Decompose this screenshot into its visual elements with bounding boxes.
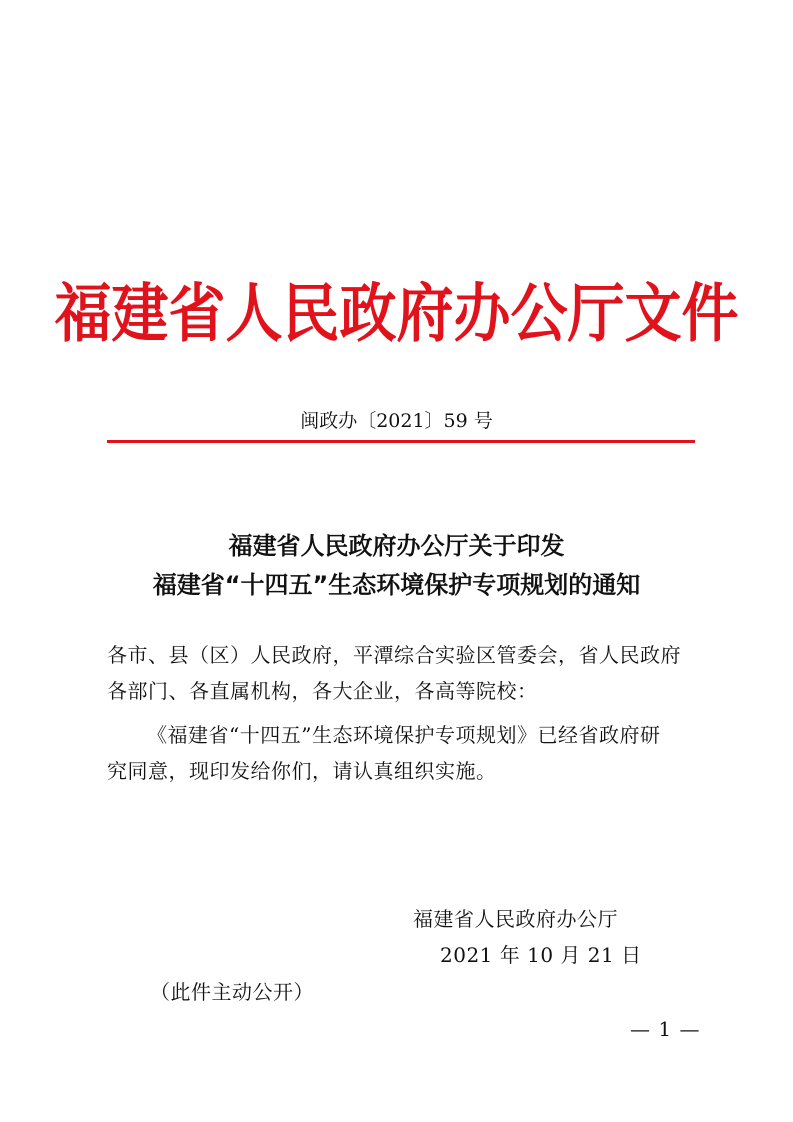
public-disclosure-note: （此件主动公开） bbox=[150, 980, 314, 1004]
notice-title-line-2: 福建省“十四五”生态环境保护专项规划的通知 bbox=[152, 571, 641, 599]
body-text-line-2: 究同意，现印发给你们，请认真组织实施。 bbox=[107, 759, 497, 783]
page-number: — 1 — bbox=[630, 1017, 701, 1041]
issue-date: 2021 年 10 月 21 日 bbox=[440, 943, 642, 967]
notice-title-line-1: 福建省人民政府办公厅关于印发 bbox=[228, 532, 565, 560]
recipients-line-2: 各部门、各直属机构，各大企业，各高等院校： bbox=[107, 679, 538, 703]
document-header-title: 福建省人民政府办公厅文件 bbox=[54, 277, 739, 351]
document-number: 闽政办〔2021〕59 号 bbox=[300, 410, 493, 432]
red-divider-line bbox=[107, 440, 695, 443]
recipients-line-1: 各市、县（区）人民政府，平潭综合实验区管委会，省人民政府 bbox=[107, 643, 681, 667]
issuer-signature: 福建省人民政府办公厅 bbox=[413, 907, 618, 931]
body-text-line-1: 《福建省“十四五”生态环境保护专项规划》已经省政府研 bbox=[147, 723, 661, 747]
